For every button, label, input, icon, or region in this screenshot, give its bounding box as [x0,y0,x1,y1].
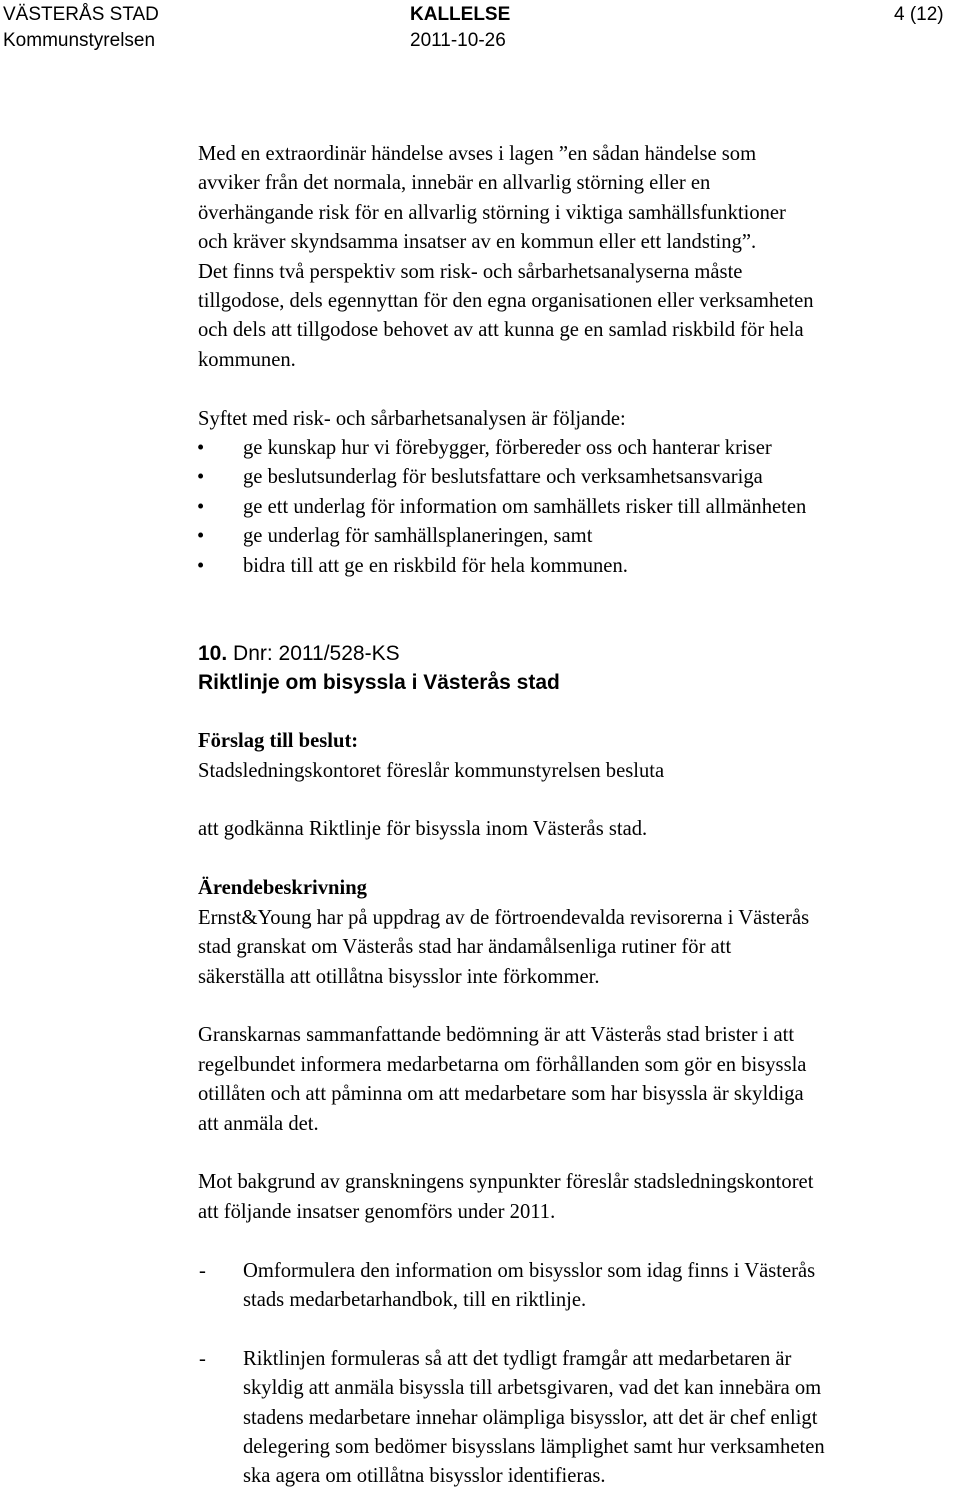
text-line: Det finns två perspektiv som risk- och sårbarhetsanalyserna måste [198,260,743,283]
list-item-text: ge beslutsunderlag för beslutsfattare och verksamhetsansvariga [243,466,763,489]
intro-paragraph [198,140,960,375]
list-item [198,463,960,492]
department: Kommunstyrelsen [3,30,156,51]
text-line: delegering som bedömer bisysslans lämplighet samt hur verksamheten [243,1435,825,1458]
list-item-text: bidra till att ge en riskbild för hela kommunen. [243,554,628,577]
text-line: Med en extraordinär händelse avses i lagen ”en sådan händelse som [198,143,757,165]
description-heading: Ärendebeskrivning [198,877,367,900]
list-item-text: ge kunskap hur vi förebygger, förbereder oss och hanterar kriser [243,437,772,460]
list-item-text: ge ett underlag för information om samhällets risker till allmänheten [243,495,807,518]
text-line: och dels att tillgodose behovet av att kunna ge en samlad riskbild för hela [198,319,804,342]
text-line: och kräver skyndsamma insatser av en kommun eller ett landsting”. [198,231,757,254]
org-name: VÄSTERÅS STAD [3,4,159,25]
text-line: avviker från det normala, innebär en allvarlig störning eller en [198,172,711,195]
document-body [198,140,960,1492]
list-item [198,552,960,581]
assessment-paragraph [198,1021,960,1139]
text-line: att anmäla det. [198,1112,319,1135]
case-dnr: Dnr: 2011/528-KS [233,642,400,666]
list-item [198,493,960,522]
bullet-icon: • [197,554,205,577]
bullet-icon: • [197,466,205,489]
document-date: 2011-10-26 [410,30,506,51]
decision-text: att godkänna Riktlinje för bisyssla inom Västerås stad. [198,818,648,841]
text-line: Granskarnas sammanfattande bedömning är att Västerås stad brister i att [198,1024,795,1047]
text-line: ska agera om otillåtna bisysslor identifieras. [243,1465,606,1488]
text-line: Riktlinjen formuleras så att det tydligt framgår att medarbetaren är [243,1347,792,1370]
page-number: 4 (12) [894,4,944,25]
text-line: Mot bakgrund av granskningens synpunkter föreslår stadsledningskontoret [198,1171,814,1194]
text-line: Omformulera den information om bisysslor som idag finns i Västerås [243,1259,816,1282]
case-title: Riktlinje om bisyssla i Västerås stad [198,671,560,695]
text-line: överhängande risk för en allvarlig störning i viktiga samhällsfunktioner [198,201,786,224]
text-line: kommunen. [198,348,296,371]
proposal-text: Stadsledningskontoret föreslår kommunstyrelsen besluta [198,759,665,782]
bullet-icon: • [197,437,205,460]
text-line: stad granskat om Västerås stad har ändamålsenliga rutiner för att [198,936,732,959]
text-line: skyldig att anmäla bisyssla till arbetsgivaren, vad det kan innebära om [243,1377,822,1400]
bullet-icon: • [197,525,205,548]
list-item [198,522,960,551]
purpose-list [198,434,960,581]
list-item [198,434,960,463]
dash-icon: - [199,1259,206,1282]
text-line: stadens medarbetare innehar olämpliga bisysslor, att det är chef enligt [243,1406,818,1429]
document-type: KALLELSE [410,4,511,25]
text-line: stads medarbetarhandbok, till en riktlinje. [243,1288,587,1311]
proposal-heading: Förslag till beslut: [198,730,359,753]
description-paragraph [198,904,960,992]
action-item [198,1257,960,1316]
bullet-icon: • [197,495,205,518]
text-line: att följande insatser genomförs under 2011. [198,1200,556,1223]
case-number: 10. [198,642,228,666]
dash-icon: - [199,1347,206,1370]
list-item-text: ge underlag för samhällsplaneringen, samt [243,525,593,548]
case-header [198,639,960,668]
text-line: säkerställa att otillåtna bisysslor inte förkommer. [198,965,600,988]
proposal-paragraph [198,1168,960,1227]
text-line: tillgodose, dels egennyttan för den egna organisationen eller verksamheten [198,290,814,313]
text-line: otillåten och att påminna om att medarbetare som har bisyssla är skyldiga [198,1083,804,1106]
action-item [198,1345,960,1492]
text-line: Ernst&Young har på uppdrag av de förtroendevalda revisorerna i Västerås [198,906,810,929]
text-line: regelbundet informera medarbetarna om förhållanden som gör en bisyssla [198,1053,807,1076]
purpose-lead: Syftet med risk- och sårbarhetsanalysen är följande: [198,407,626,430]
